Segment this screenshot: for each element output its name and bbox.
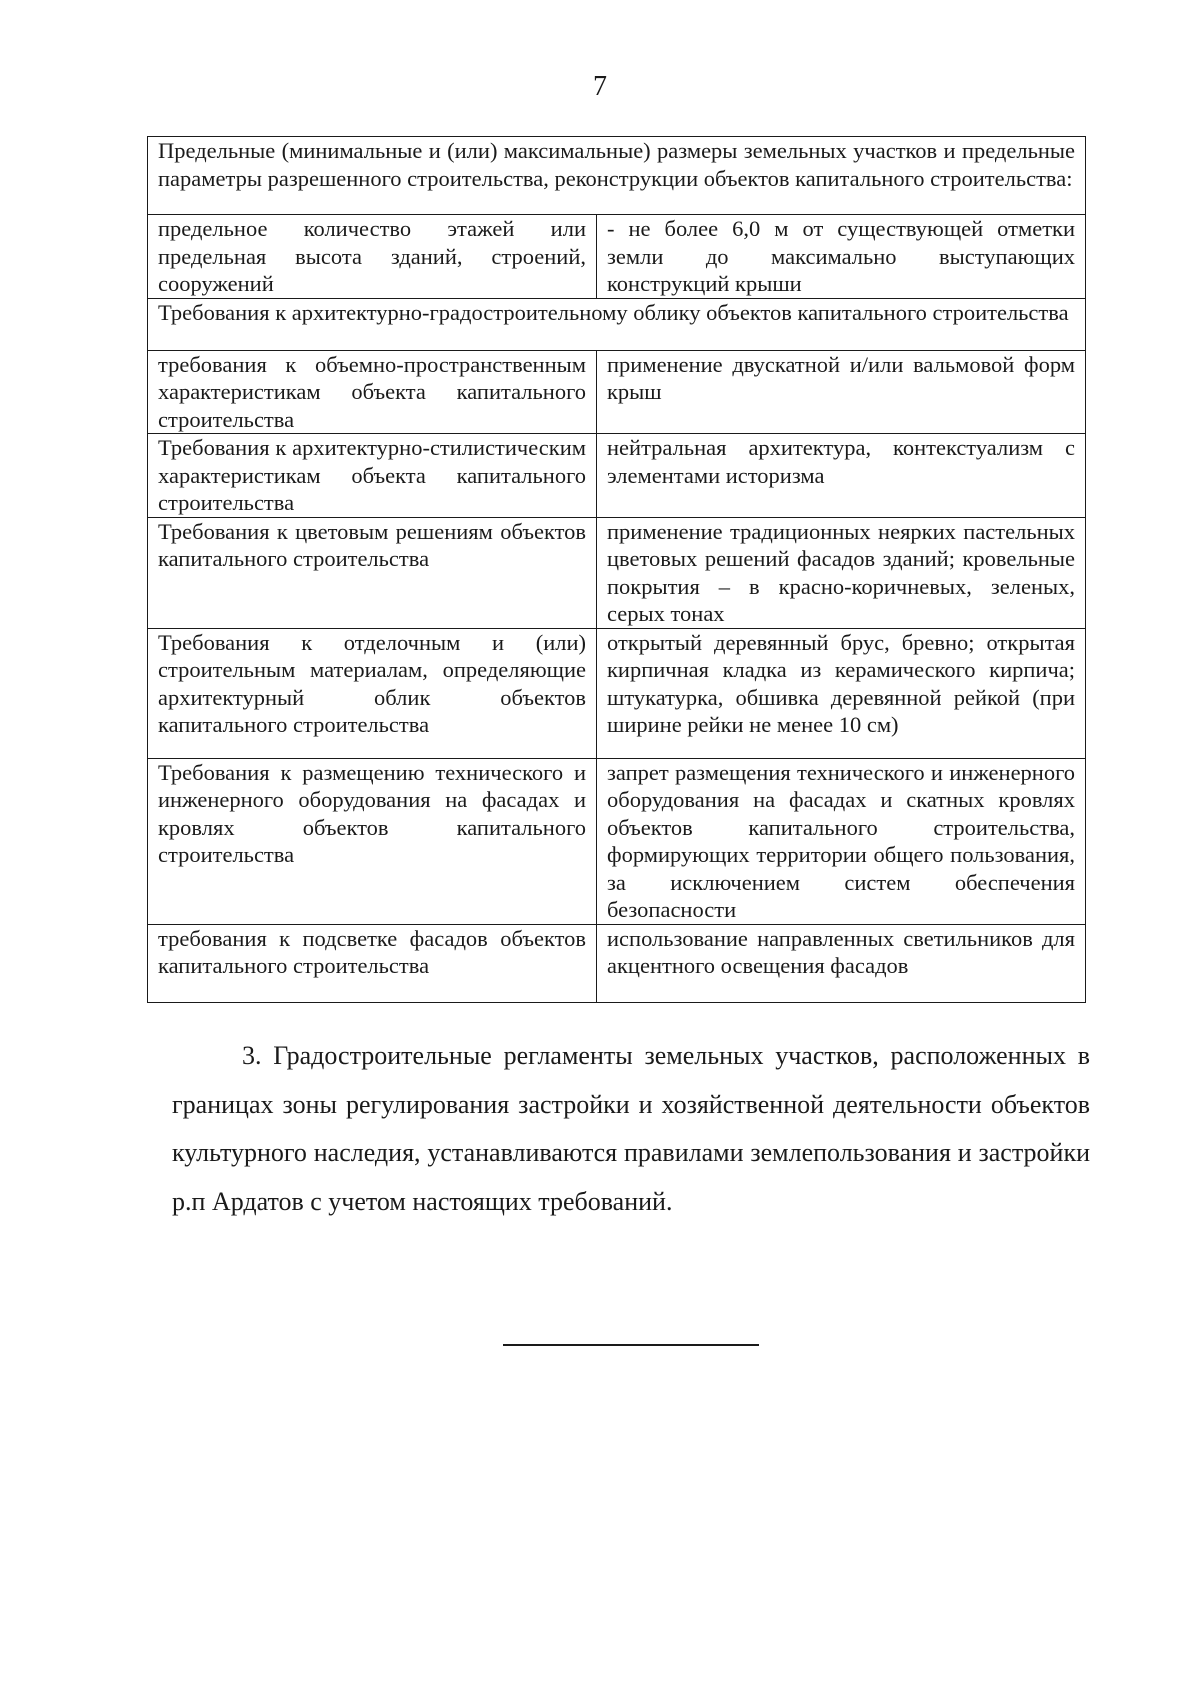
- requirement-value-cell: применение двускатной и/или вальмовой форм крыш: [597, 350, 1086, 434]
- requirement-label-cell: требования к подсветке фасадов объектов капитального строительства: [148, 924, 597, 1002]
- section-header-cell: Предельные (минимальные и (или) максимальные) размеры земельных участков и предельные параметры разрешенного строительства, реконструкции объектов капитального строительства:: [148, 137, 1086, 215]
- page-number: 7: [593, 71, 607, 102]
- requirement-label-cell: Требования к отделочным и (или) строительным материалам, определяющие архитектурный облик объектов капитального строительства: [148, 628, 597, 758]
- table-row: [148, 350, 1086, 434]
- requirement-value-cell: использование направленных светильников для акцентного освещения фасадов: [597, 924, 1086, 1002]
- requirement-label-cell: требования к объемно-пространственным характеристикам объекта капитального строительства: [148, 350, 597, 434]
- requirement-label-cell: Требования к цветовым решениям объектов капитального строительства: [148, 517, 597, 628]
- end-divider-line: [503, 1344, 759, 1346]
- requirement-value-cell: - не более 6,0 м от существующей отметки земли до максимально выступающих конструкций крыши: [597, 215, 1086, 299]
- requirement-label-cell: предельное количество этажей или предельная высота зданий, строений, сооружений: [148, 215, 597, 299]
- requirement-value-cell: запрет размещения технического и инженерного оборудования на фасадах и скатных кровлях объектов капитального строительства, формирующих территории общего пользования, за исключением систем обеспечения безопасности: [597, 758, 1086, 924]
- regulations-table: [147, 136, 1086, 1003]
- body-paragraph: 3. Градостроительные регламенты земельных участков, расположенных в границах зоны регулирования застройки и хозяйственной деятельности объектов культурного наследия, устанавливаются правилами землепользования и застройки р.п Ардатов с учетом настоящих требований.: [172, 1041, 1090, 1216]
- requirement-value-cell: применение традиционных неярких пастельных цветовых решений фасадов зданий; кровельные покрытия – в красно-коричневых, зеленых, серых тонах: [597, 517, 1086, 628]
- table-row: [148, 628, 1086, 758]
- table-section-row: [148, 137, 1086, 215]
- table-row: [148, 758, 1086, 924]
- table-row: [148, 924, 1086, 1002]
- requirement-label-cell: Требования к размещению технического и инженерного оборудования на фасадах и кровлях объектов капитального строительства: [148, 758, 597, 924]
- table-row: [148, 517, 1086, 628]
- requirement-label-cell: Требования к архитектурно-стилистическим характеристикам объекта капитального строительства: [148, 434, 597, 518]
- section-header-cell: Требования к архитектурно-градостроительному облику объектов капитального строительства: [148, 298, 1086, 350]
- requirement-value-cell: открытый деревянный брус, бревно; открытая кирпичная кладка из керамического кирпича; штукатурка, обшивка деревянной рейкой (при ширине рейки не менее 10 см): [597, 628, 1086, 758]
- requirement-value-cell: нейтральная архитектура, контекстуализм с элементами историзма: [597, 434, 1086, 518]
- table-row: [148, 434, 1086, 518]
- table-row: [148, 215, 1086, 299]
- table-section-row: [148, 298, 1086, 350]
